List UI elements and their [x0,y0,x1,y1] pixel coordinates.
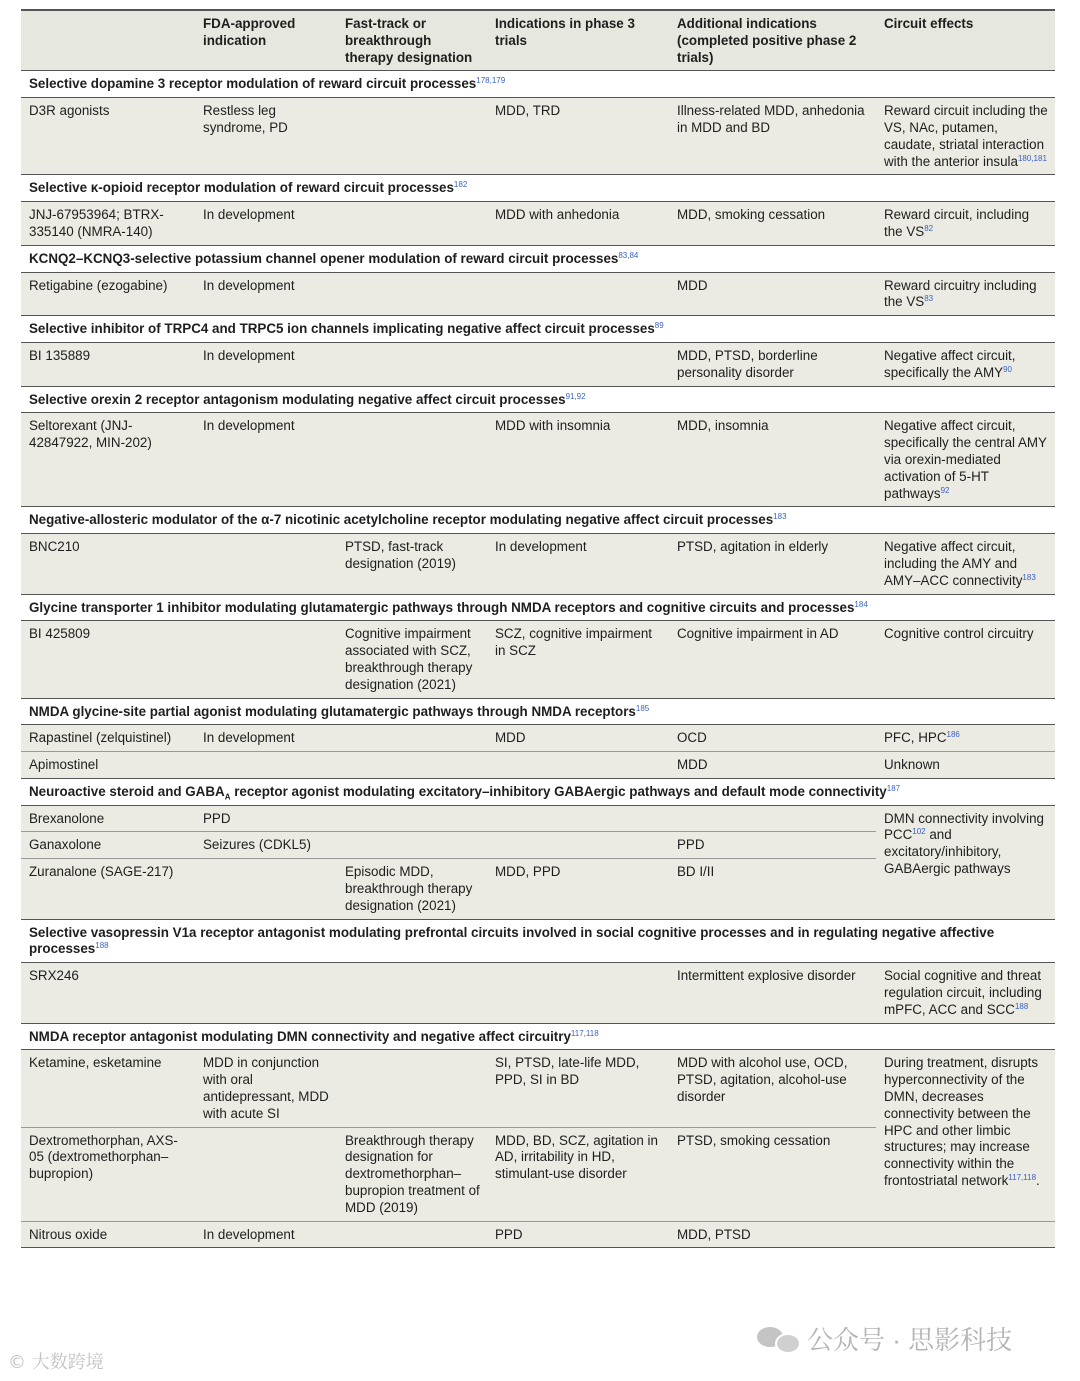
fast-track-cell [337,805,487,832]
table-row [21,805,1055,832]
circuit-cell [876,1221,1055,1248]
table-row [21,963,1055,1023]
phase3-cell: MDD [487,725,669,752]
fda-cell: In development [195,342,337,386]
reference: 178,179 [476,76,506,86]
section-title: Negative-allosteric modulator of the α-7 nicotinic acetylcholine receptor modulating negative affect circuit processes$^{183}$ [21,507,1055,534]
drug-cell: BI 135889 [21,342,195,386]
phase2-cell: MDD, PTSD, borderline personality disorder [669,342,876,386]
phase3-cell: MDD, TRD [487,98,669,175]
section-header [21,698,1055,725]
drug-cell: Rapastinel (zelquistinel) [21,725,195,752]
section-header [21,778,1055,805]
reference: 82 [924,223,934,233]
phase3-cell: MDD, BD, SCZ, agitation in AD, irritability in HD, stimulant-use disorder [487,1127,669,1221]
reference: 185 [635,703,650,713]
phase2-cell: PTSD, smoking cessation [669,1127,876,1221]
circuit-cell: Reward circuit including the VS, NAc, putamen, caudate, striatal interaction with the anterior insula$^{180,181}$ [876,98,1055,175]
reference: 89 [654,321,664,331]
section-header [21,386,1055,413]
drug-cell: Seltorexant (JNJ-42847922, MIN-202) [21,413,195,507]
reference: 188 [1014,1001,1029,1011]
section-header [21,245,1055,272]
phase3-cell: In development [487,534,669,594]
section-title: Selective κ-opioid receptor modulation of reward circuit processes$^{182}$ [21,175,1055,202]
circuit-cell: PFC, HPC$^{186}$ [876,725,1055,752]
section-title: NMDA glycine-site partial agonist modulating glutamatergic pathways through NMDA receptors$^{185}$ [21,698,1055,725]
header-fda: FDA-approved indication [195,10,337,71]
table-row [21,752,1055,779]
phase2-cell: OCD [669,725,876,752]
table-row [21,413,1055,507]
drug-cell: Ketamine, esketamine [21,1050,195,1127]
table-row [21,202,1055,246]
reference: 83,84 [618,250,639,260]
phase2-cell [669,805,876,832]
wechat-logo-icon [757,1323,799,1353]
fda-cell [195,752,337,779]
reference: 183 [773,512,787,522]
fast-track-cell [337,752,487,779]
circuit-cell: DMN connectivity involving PCC$^{102}$ and excitatory/inhibitory, GABAergic pathways [876,805,1055,919]
drug-cell: Nitrous oxide [21,1221,195,1248]
phase2-cell: PTSD, agitation in elderly [669,534,876,594]
phase3-cell: MDD with anhedonia [487,202,669,246]
section-header [21,175,1055,202]
header-drug [21,10,195,71]
section-header [21,316,1055,343]
fast-track-cell [337,1050,487,1127]
phase3-cell: SI, PTSD, late-life MDD, PPD, SI in BD [487,1050,669,1127]
fda-cell: MDD in conjunction with oral antidepressant, MDD with acute SI [195,1050,337,1127]
phase2-cell: MDD, smoking cessation [669,202,876,246]
drug-cell: BNC210 [21,534,195,594]
circuit-cell: Reward circuitry including the VS$^{83}$ [876,272,1055,316]
section-title: KCNQ2–KCNQ3-selective potassium channel opener modulation of reward circuit processes$^{83,84}$ [21,245,1055,272]
reference: 83 [924,294,934,304]
fda-cell [195,534,337,594]
table-row [21,1221,1055,1248]
drug-cell: Dextromethorphan, AXS-05 (dextromethorphan–bupropion) [21,1127,195,1221]
circuit-cell: Negative affect circuit, specifically the central AMY via orexin-mediated activation of 5-HT pathways$^{92}$ [876,413,1055,507]
drug-cell: JNJ-67953964; BTRX-335140 (NMRA-140) [21,202,195,246]
fast-track-cell [337,202,487,246]
reference: 91,92 [565,391,586,401]
reference: 183 [1022,572,1036,582]
fda-cell: In development [195,413,337,507]
section-header [21,71,1055,98]
circuit-cell: Cognitive control circuitry [876,621,1055,698]
reference: 187 [886,783,901,793]
reference: 180,181 [1017,153,1047,163]
fast-track-cell [337,1221,487,1248]
phase2-cell: PPD [669,832,876,859]
section-title: Glycine transporter 1 inhibitor modulating glutamatergic pathways through NMDA receptors and cognitive circuits and processes$^{184}$ [21,594,1055,621]
section-title: NMDA receptor antagonist modulating DMN connectivity and negative affect circuitry$^{117,118}$ [21,1023,1055,1050]
fda-cell: PPD [195,805,337,832]
phase2-cell: BD I/II [669,859,876,919]
section-title: Selective orexin 2 receptor antagonism modulating negative affect circuit processes$^{91,92}$ [21,386,1055,413]
phase2-cell: MDD, PTSD [669,1221,876,1248]
phase2-cell: MDD [669,752,876,779]
fast-track-cell: Episodic MDD, breakthrough therapy designation (2021) [337,859,487,919]
fda-cell: In development [195,725,337,752]
section-title: Neuroactive steroid and $GABA_A$ receptor agonist modulating excitatory–inhibitory GABAergic pathways and default mode connectivity$^{187}$ [21,778,1055,805]
phase3-cell [487,342,669,386]
section-header [21,1023,1055,1050]
phase2-cell: MDD [669,272,876,316]
brand-watermark-text: 公众号 · 思影科技 [807,1324,1013,1355]
circuit-cell: Social cognitive and threat regulation circuit, including mPFC, ACC and SCC$^{188}$ [876,963,1055,1023]
phase3-cell [487,832,669,859]
fda-cell: In development [195,272,337,316]
table-row [21,1050,1055,1127]
section-title: Selective dopamine 3 receptor modulation of reward circuit processes$^{178,179}$ [21,71,1055,98]
reference: 102 [912,827,926,837]
fda-cell: In development [195,1221,337,1248]
brand-watermark [757,1320,1047,1356]
fda-cell [195,1127,337,1221]
circuit-cell: Unknown [876,752,1055,779]
fast-track-cell [337,413,487,507]
drug-cell: Apimostinel [21,752,195,779]
fda-cell: Restless leg syndrome, PD [195,98,337,175]
drug-circuit-table [21,9,1055,1248]
fast-track-cell [337,272,487,316]
drug-cell: Zuranalone (SAGE-217) [21,859,195,919]
table-row [21,725,1055,752]
reference: 186 [946,730,960,740]
phase2-cell: MDD, insomnia [669,413,876,507]
table-row [21,98,1055,175]
fast-track-cell [337,725,487,752]
fda-cell [195,859,337,919]
drug-cell: SRX246 [21,963,195,1023]
table-row [21,534,1055,594]
fast-track-cell: Cognitive impairment associated with SCZ, breakthrough therapy designation (2021) [337,621,487,698]
drug-cell: D3R agonists [21,98,195,175]
circuit-cell: Negative affect circuit, including the AMY and AMY–ACC connectivity$^{183}$ [876,534,1055,594]
header-circuit: Circuit effects [876,10,1055,71]
header-phase3: Indications in phase 3 trials [487,10,669,71]
phase3-cell [487,272,669,316]
fast-track-cell [337,963,487,1023]
fda-cell: Seizures (CDKL5) [195,832,337,859]
phase3-cell: PPD [487,1221,669,1248]
table-row [21,342,1055,386]
fda-cell: In development [195,202,337,246]
fda-cell [195,621,337,698]
fda-cell [195,963,337,1023]
section-header [21,507,1055,534]
circuit-cell: Reward circuit, including the VS$^{82}$ [876,202,1055,246]
phase3-cell: MDD with insomnia [487,413,669,507]
header-phase2: Additional indications (completed positive phase 2 trials) [669,10,876,71]
phase2-cell: Intermittent explosive disorder [669,963,876,1023]
section-title: Selective vasopressin V1a receptor antagonist modulating prefrontal circuits involved in social cognitive processes and in regulating negative affective processes$^{188}$ [21,919,1055,963]
reference: 117,118 [570,1028,599,1038]
drug-table-container [21,9,1055,1248]
table-row [21,272,1055,316]
phase3-cell: SCZ, cognitive impairment in SCZ [487,621,669,698]
phase2-cell: Illness-related MDD, anhedonia in MDD and BD [669,98,876,175]
drug-cell: BI 425809 [21,621,195,698]
drug-cell: Brexanolone [21,805,195,832]
phase3-cell [487,752,669,779]
fast-track-cell [337,98,487,175]
phase3-cell: MDD, PPD [487,859,669,919]
fast-track-cell [337,832,487,859]
drug-cell: Ganaxolone [21,832,195,859]
drug-cell: Retigabine (ezogabine) [21,272,195,316]
phase2-cell: MDD with alcohol use, OCD, PTSD, agitation, alcohol-use disorder [669,1050,876,1127]
table-row [21,621,1055,698]
header-row [21,10,1055,71]
header-fast-track: Fast-track or breakthrough therapy designation [337,10,487,71]
reference: 90 [1003,364,1012,374]
reference: 188 [95,941,109,951]
section-header [21,919,1055,963]
section-header [21,594,1055,621]
phase2-cell: Cognitive impairment in AD [669,621,876,698]
section-title: Selective inhibitor of TRPC4 and TRPC5 ion channels implicating negative affect circuit processes$^{89}$ [21,316,1055,343]
reference: 117,118 [1008,1173,1037,1183]
fast-track-cell: PTSD, fast-track designation (2019) [337,534,487,594]
circuit-cell: During treatment, disrupts hyperconnectivity of the DMN, decreases connectivity between the HPC and other limbic structures; may increase connectivity within the frontostriatal network$^{117,118}$. [876,1050,1055,1221]
phase3-cell [487,963,669,1023]
circuit-cell: Negative affect circuit, specifically the AMY$^{90}$ [876,342,1055,386]
fast-track-cell [337,342,487,386]
reference: 182 [453,180,468,190]
corner-watermark: © 大数跨境 [8,1352,104,1373]
phase3-cell [487,805,669,832]
fast-track-cell: Breakthrough therapy designation for dextromethorphan–bupropion treatment of MDD (2019) [337,1127,487,1221]
reference: 184 [854,599,868,609]
reference: 92 [940,485,950,495]
